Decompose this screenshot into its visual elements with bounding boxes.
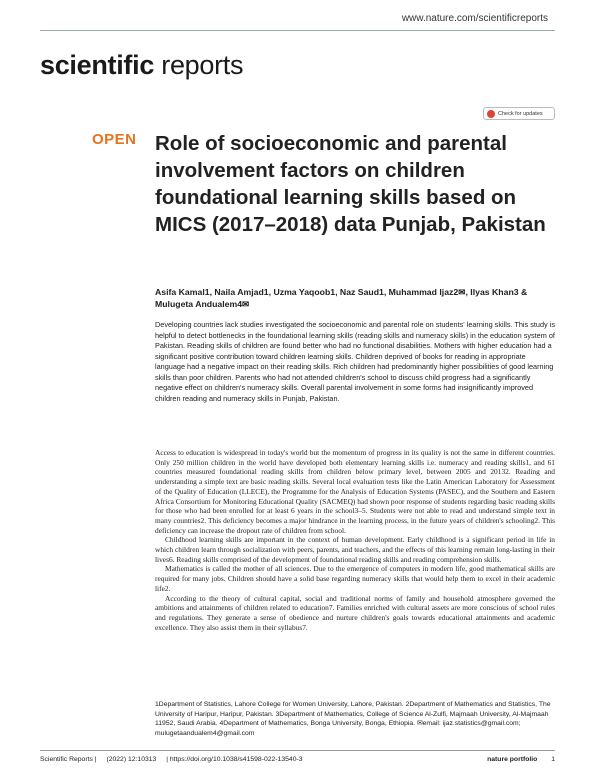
- check-updates-icon: [487, 110, 495, 118]
- body-paragraph: Access to education is widespread in today's world but the momentum of progress in its quality is not the same in different countries. Only 250 million children in the world have developed both elementary learning skills i.e. numeracy and reading skills1, and 61 countries measured foundational reading skills from children below primary level, between 2005 and 20132. Reading and understanding a simple text are basic reading skills. Several local evaluation tests like the Latin American Laboratory for Assessment of the Quality of Education (LLECE), the Programme for the Analysis of Education Systems (PASEC), and the Southern and Eastern Africa Consortium for Monitoring Educational Quality (SACMEQ) had shown poor response of students regarding basic reading skills for those who had been enrolled for at least 6 years in the school3–5. Students were not able to read and understand simple text in many countries2. This deficiency becomes a major hindrance in the learning process, in the future years of children's schooling2. This deficiency can increase the dropout rate of children from school.: [155, 448, 555, 535]
- publisher-logo: nature portfolio: [487, 756, 538, 763]
- footer-volume: (2022) 12:10313: [106, 756, 157, 763]
- footer-right: [487, 756, 555, 763]
- journal-logo-regular: reports: [154, 50, 244, 80]
- header-divider: [40, 30, 555, 31]
- journal-logo-bold: scientific: [40, 50, 155, 80]
- article-title: Role of socioeconomic and parental involvement factors on children foundational learning skills based on MICS (2017–2018) data Punjab, Pakistan: [155, 132, 546, 236]
- page-number: 1: [551, 756, 555, 763]
- check-updates-button[interactable]: [483, 107, 555, 120]
- footer-doi-link[interactable]: | https://doi.org/10.1038/s41598-022-13540-3: [166, 756, 303, 763]
- check-updates-label: Check for updates: [498, 110, 543, 117]
- journal-url[interactable]: www.nature.com/scientificreports: [401, 13, 548, 24]
- body-paragraph: Mathematics is called the mother of all sciences. Due to the emergence of computers in modern life, good mathematical skills are required for many jobs. Children should have a solid base regarding numeracy skills that would help them to excel in their academic life2.: [155, 564, 555, 593]
- journal-logo: [40, 50, 243, 81]
- footer-journal: Scientific Reports |: [40, 756, 97, 763]
- article-body: [155, 448, 555, 632]
- author-list: Asifa Kamal1, Naila Amjad1, Uzma Yaqoob1, Naz Saud1, Muhammad Ijaz2✉, Ilyas Khan3 & Mulugeta Andualem4✉: [155, 287, 528, 309]
- body-paragraph: According to the theory of cultural capital, social and traditional norms of family and household atmosphere governed the ambitions and attainments of children related to education7. Families enriched with cultural assets are more conscious of school rules and regulations. They generate a sense of obedience and nurture children's goals towards educational attainments and academic excellence. They also assist them in their syllabus7.: [155, 593, 555, 632]
- footer-citation: [40, 756, 311, 763]
- abstract: Developing countries lack studies investigated the socioeconomic and parental role on students' learning skills. This study is helpful to detect bottlenecks in the foundational learning skills (reading skills and numeracy skills) in the education system of Pakistan. Reading skills of children are found better who had no functional disabilities. Mothers with higher education had a significant positive contribution toward children learning skills. Children deprived of books for reading in appropriate language had a negative impact on their reading skills. Rich children had predominantly higher possibilities of good learning skills than poor children. Parents who had not attended children's school to discuss child progress had a significantly negative effect on children's numeracy skills. Overall parental involvement in some forms had insignificantly improved children reading and numeracy skills in Punjab, Pakistan.: [155, 320, 555, 403]
- open-access-label: OPEN: [92, 131, 137, 148]
- page-footer: [40, 756, 555, 763]
- body-paragraph: Childhood learning skills are important in the context of human development. Early childhood is a significant period in life in which children learn through socialization with peers, parents, and teachers, and the effects of this learning remain long-lasting in their lives6. Reading skills comprised of the development of foundational reading skills and reading comprehension skills.: [155, 535, 555, 564]
- footer-divider: [40, 750, 555, 751]
- affiliations: 1Department of Statistics, Lahore College for Women University, Lahore, Pakistan. 2Department of Mathematics and Statistics, The University of Haripur, Haripur, Pakistan. 3Department of Mathematics, College of Science Al-Zulfi, Majmaah University, Al-Majmaah 11952, Saudi Arabia. 4Department of Mathematics, Bonga University, Bonga, Ethiopia. ✉email: ijaz.statistics@gmail.com; mulugetaandualem4@gmail.com: [155, 701, 551, 737]
